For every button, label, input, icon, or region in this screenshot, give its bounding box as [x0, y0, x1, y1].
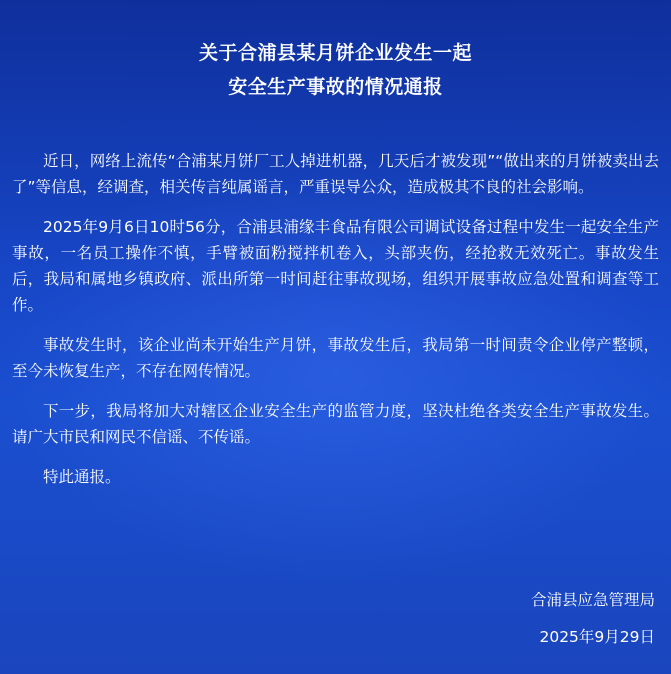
title-line-2: 安全生产事故的情况通报 — [228, 76, 443, 98]
issue-date: 2025年9月29日 — [539, 628, 655, 646]
title-line-1: 关于合浦县某月饼企业发生一起 — [198, 42, 472, 64]
notice-body — [12, 148, 659, 504]
paragraph-next-steps: 下一步，我局将加大对辖区企业安全生产的监管力度，坚决杜绝各类安全生产事故发生。请广大市民和网民不信谣、不传谣。 — [12, 402, 659, 446]
paragraph-incident: 2025年9月6日10时56分，合浦县浦缘丰食品有限公司调试设备过程中发生一起安全生产事故，一名员工操作不慎，手臂被面粉搅拌机卷入，头部夹伤，经抢救无效死亡。事故发生后，我局和属地乡镇政府、派出所第一时间赶往事故现场，组织开展事故应急处置和调查等工作。 — [12, 218, 659, 314]
notice-title — [0, 36, 671, 104]
paragraph-closing: 特此通报。 — [43, 468, 121, 486]
paragraph-rumor: 近日，网络上流传“合浦某月饼厂工人掉进机器，几天后才被发现”“做出来的月饼被卖出去了”等信息，经调查，相关传言纯属谣言，严重误导公众，造成极其不良的社会影响。 — [12, 152, 659, 196]
issuer-name: 合浦县应急管理局 — [530, 591, 655, 609]
paragraph-production-status: 事故发生时，该企业尚未开始生产月饼，事故发生后，我局第一时间责令企业停产整顿，至今未恢复生产，不存在网传情况。 — [12, 336, 659, 380]
